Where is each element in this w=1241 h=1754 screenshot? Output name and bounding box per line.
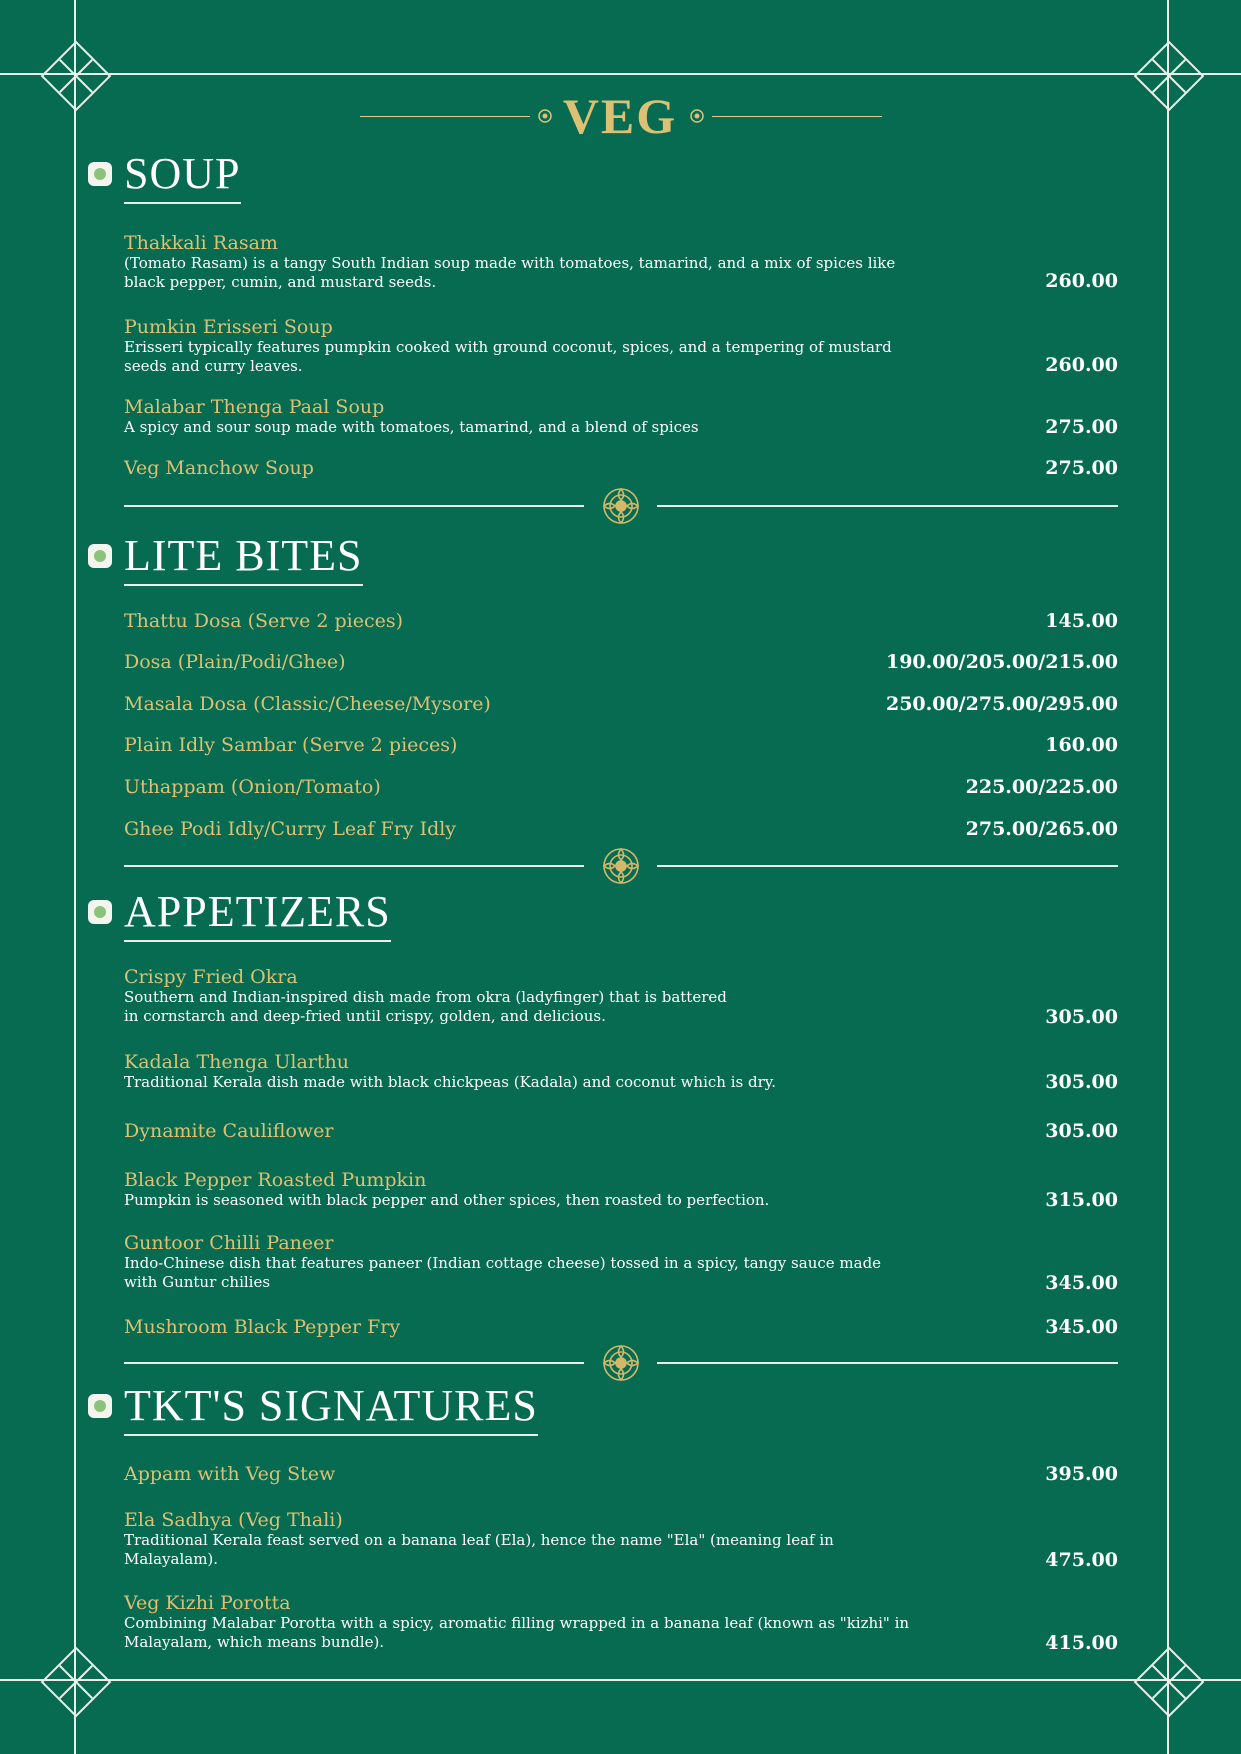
menu-item xyxy=(124,651,1118,673)
item-description: Pumpkin is seasoned with black pepper and other spices, then roasted to perfection. xyxy=(124,1191,770,1209)
mandala-ornament-icon xyxy=(599,1343,643,1383)
menu-item xyxy=(124,610,1118,632)
item-description: Traditional Kerala dish made with black chickpeas (Kadala) and coconut which is dry. xyxy=(124,1073,776,1091)
item-description: A spicy and sour soup made with tomatoes, tamarind, and a blend of spices xyxy=(124,418,699,436)
item-price: 160.00 xyxy=(1045,734,1118,756)
item-name: Pumkin Erisseri Soup xyxy=(124,316,333,338)
menu-item xyxy=(124,396,1118,437)
item-price: 475.00 xyxy=(1045,1549,1118,1571)
menu-item xyxy=(124,1232,1118,1292)
item-price: 275.00 xyxy=(1045,457,1118,479)
frame-line-left xyxy=(74,0,76,1754)
section-title: APPETIZERS xyxy=(124,886,391,942)
item-name: Dosa (Plain/Podi/Ghee) xyxy=(124,651,346,673)
menu-item xyxy=(124,776,1118,798)
item-price: 305.00 xyxy=(1045,1071,1118,1093)
item-name: Mushroom Black Pepper Fry xyxy=(124,1316,401,1338)
page-title: VEG xyxy=(562,88,678,144)
item-name: Veg Manchow Soup xyxy=(124,457,314,479)
item-price: 190.00/205.00/215.00 xyxy=(885,651,1118,673)
menu-item xyxy=(124,316,1118,376)
bullet-icon xyxy=(88,1394,112,1418)
menu-item xyxy=(124,457,1118,479)
item-name: Guntoor Chilli Paneer xyxy=(124,1232,334,1254)
section-title: SOUP xyxy=(124,148,241,204)
menu-item xyxy=(124,1463,1118,1485)
item-description: (Tomato Rasam) is a tangy South Indian soup made with tomatoes, tamarind, and a mix of spices like black pepper, cumin, and mustard seeds. xyxy=(124,254,896,291)
menu-item xyxy=(124,734,1118,756)
menu-item xyxy=(124,1316,1118,1338)
item-name: Ela Sadhya (Veg Thali) xyxy=(124,1509,343,1531)
item-name: Thakkali Rasam xyxy=(124,232,278,254)
item-price: 345.00 xyxy=(1045,1272,1118,1294)
frame-line-bottom xyxy=(0,1679,1241,1681)
item-description: Traditional Kerala feast served on a banana leaf (Ela), hence the name "Ela" (meaning leaf in Malayalam). xyxy=(124,1531,834,1568)
item-price: 225.00/225.00 xyxy=(965,776,1118,798)
menu-item xyxy=(124,1120,1118,1142)
item-price: 260.00 xyxy=(1045,354,1118,376)
section-divider xyxy=(124,486,1118,526)
frame-line-right xyxy=(1167,0,1169,1754)
item-name: Plain Idly Sambar (Serve 2 pieces) xyxy=(124,734,458,756)
section-divider xyxy=(124,1343,1118,1383)
item-description: Southern and Indian-inspired dish made from okra (ladyfinger) that is battered in cornstarch and deep-fried until crispy, golden, and delicious. xyxy=(124,988,727,1025)
item-price: 275.00/265.00 xyxy=(965,818,1118,840)
item-name: Appam with Veg Stew xyxy=(124,1463,336,1485)
item-price: 395.00 xyxy=(1045,1463,1118,1485)
title-rule-left xyxy=(360,116,530,117)
bullet-icon xyxy=(88,544,112,568)
page-title-block xyxy=(0,88,1241,148)
menu-item xyxy=(124,1592,1118,1652)
mandala-ornament-icon xyxy=(599,486,643,526)
menu-item xyxy=(124,1509,1118,1569)
menu-item xyxy=(124,1169,1118,1210)
item-name: Black Pepper Roasted Pumpkin xyxy=(124,1169,427,1191)
item-name: Thattu Dosa (Serve 2 pieces) xyxy=(124,610,404,632)
bullet-icon xyxy=(88,900,112,924)
menu-item xyxy=(124,966,1118,1026)
bullet-icon xyxy=(88,162,112,186)
item-price: 305.00 xyxy=(1045,1006,1118,1028)
title-rule-right xyxy=(712,116,882,117)
mandala-ornament-icon xyxy=(599,846,643,886)
section-title: LITE BITES xyxy=(124,530,363,586)
corner-diamond-icon xyxy=(41,1647,112,1718)
item-price: 250.00/275.00/295.00 xyxy=(885,693,1118,715)
item-price: 145.00 xyxy=(1045,610,1118,632)
section-title: TKT'S SIGNATURES xyxy=(124,1380,538,1436)
corner-diamond-icon xyxy=(1134,1647,1205,1718)
item-name: Malabar Thenga Paal Soup xyxy=(124,396,385,418)
item-name: Ghee Podi Idly/Curry Leaf Fry Idly xyxy=(124,818,457,840)
item-description: Indo-Chinese dish that features paneer (Indian cottage cheese) tossed in a spicy, tangy sauce made with Guntur chilies xyxy=(124,1254,882,1291)
item-price: 315.00 xyxy=(1045,1189,1118,1211)
item-price: 260.00 xyxy=(1045,270,1118,292)
menu-item xyxy=(124,232,1118,292)
item-name: Veg Kizhi Porotta xyxy=(124,1592,291,1614)
menu-item xyxy=(124,693,1118,715)
item-price: 305.00 xyxy=(1045,1120,1118,1142)
title-dot-icon xyxy=(690,109,704,123)
menu-item xyxy=(124,1051,1118,1092)
item-description: Combining Malabar Porotta with a spicy, aromatic filling wrapped in a banana leaf (known as "kizhi" in Malayalam, which means bundle). xyxy=(124,1614,910,1651)
item-name: Dynamite Cauliflower xyxy=(124,1120,334,1142)
item-price: 345.00 xyxy=(1045,1316,1118,1338)
item-price: 415.00 xyxy=(1045,1632,1118,1654)
item-name: Uthappam (Onion/Tomato) xyxy=(124,776,381,798)
item-name: Crispy Fried Okra xyxy=(124,966,298,988)
menu-item xyxy=(124,818,1118,840)
item-name: Masala Dosa (Classic/Cheese/Mysore) xyxy=(124,693,491,715)
title-dot-icon xyxy=(538,109,552,123)
item-description: Erisseri typically features pumpkin cooked with ground coconut, spices, and a tempering of mustard seeds and curry leaves. xyxy=(124,338,892,375)
section-divider xyxy=(124,846,1118,886)
frame-line-top xyxy=(0,73,1241,75)
item-name: Kadala Thenga Ularthu xyxy=(124,1051,349,1073)
item-price: 275.00 xyxy=(1045,416,1118,438)
